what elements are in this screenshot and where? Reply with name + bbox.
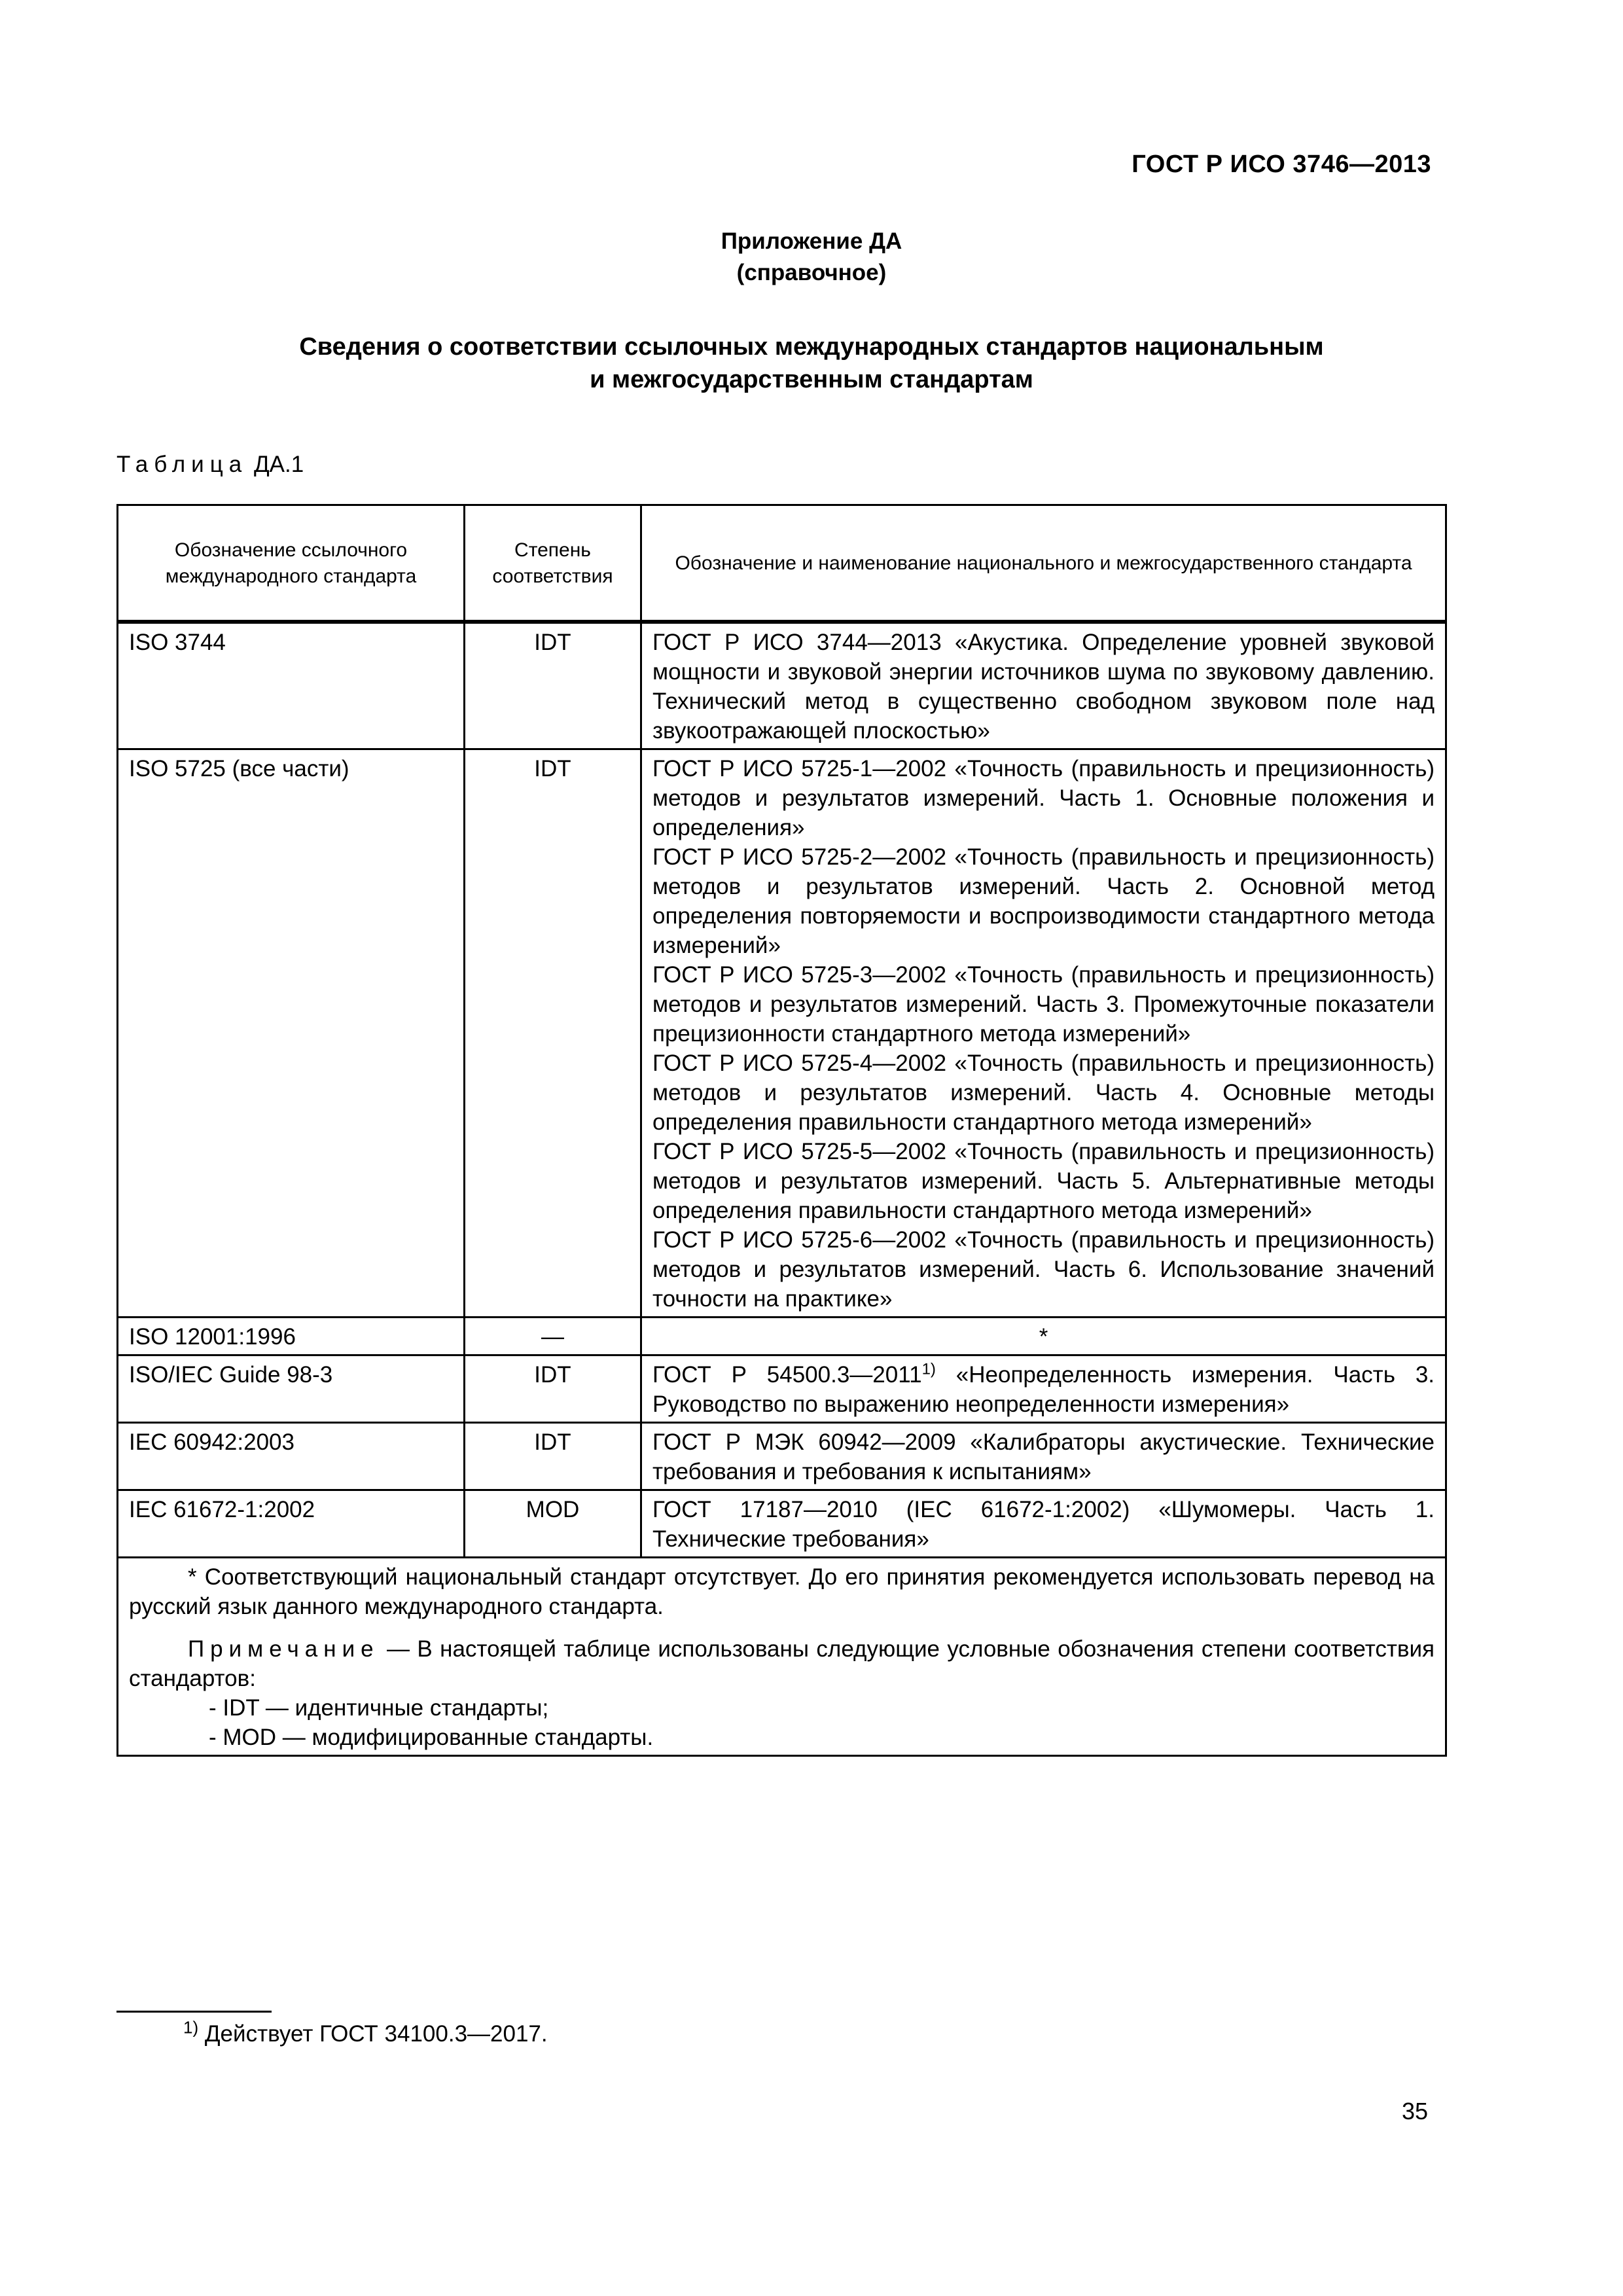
page-number: 35 [1401,2098,1428,2125]
section-title [0,331,1623,396]
table-row [118,622,1446,749]
section-title-line-1: Сведения о соответствии ссылочных международных стандартов национальным [299,333,1324,361]
reference-standard-cell: ISO/IEC Guide 98-3 [118,1355,465,1423]
table-notes-cell [118,1558,1446,1756]
degree-cell: MOD [465,1490,641,1558]
note-label: Примечание [188,1636,380,1662]
header-degree-of-correspondence: Степень соответствия [465,505,641,622]
footnote-text: Действует ГОСТ 34100.3—2017. [198,2021,548,2047]
section-title-line-2: и межгосударственным стандартам [590,366,1033,393]
reference-standard-cell: IEC 61672-1:2002 [118,1490,465,1558]
reference-standard-cell: ISO 5725 (все части) [118,749,465,1318]
note-text: — В настоящей таблице использованы следующие условные обозначения степени соответствия стандартов: [129,1636,1435,1691]
annex-subtitle: (справочное) [736,260,887,285]
national-standard-entry [652,1360,1435,1419]
degree-cell: IDT [465,1423,641,1490]
table-row [118,749,1446,1318]
table-footer-row [118,1558,1446,1756]
national-standard-entry: ГОСТ Р МЭК 60942—2009 «Калибраторы акустические. Технические требования и требования к испытаниям» [652,1429,1435,1484]
table-row [118,1490,1446,1558]
table-row [118,1423,1446,1490]
annex-heading [0,226,1623,289]
annex-title: Приложение ДА [721,228,902,254]
standards-correspondence-table [116,504,1447,1757]
national-standard-entry: ГОСТ Р ИСО 5725-5—2002 «Точность (правильность и прецизионность) методов и результатов измерений. Часть 5. Альтернативные методы определения правильности стандартного метода измерений» [652,1139,1435,1223]
degree-cell: IDT [465,622,641,749]
national-standard-entry: ГОСТ Р ИСО 5725-4—2002 «Точность (правильность и прецизионность) методов и результатов измерений. Часть 4. Основные методы определения правильности стандартного метода измерений» [652,1050,1435,1135]
footnote-separator [116,2011,272,2013]
note-list-item: - IDT — идентичные стандарты; [209,1695,549,1721]
table-caption-prefix: Таблица [116,452,248,477]
footnote-reference: 1) [921,1360,936,1378]
note-list-item: - MOD — модифицированные стандарты. [209,1725,654,1750]
document-code: ГОСТ Р ИСО 3746—2013 [1132,151,1431,178]
reference-standard-cell: ISO 12001:1996 [118,1318,465,1355]
national-standard-title: «Неопределенность измерения. Часть 3. Руководство по выражению неопределенности измерения» [652,1362,1435,1417]
national-standard-cell [641,1355,1446,1423]
table-header-row [118,505,1446,622]
national-standard-entry: ГОСТ Р ИСО 5725-1—2002 «Точность (правильность и прецизионность) методов и результатов измерений. Часть 1. Основные положения и определения» [652,756,1435,840]
header-national-standard: Обозначение и наименование национального и межгосударственного стандарта [641,505,1446,622]
national-standard-entry: ГОСТ Р ИСО 3744—2013 «Акустика. Определение уровней звуковой мощности и звуковой энергии источников шума по звуковому давлению. Технический метод в существенно свободном звуковом поле над звукоотражающей плоскостью» [652,630,1435,744]
degree-cell: — [465,1318,641,1355]
national-standard-cell: * [641,1318,1446,1355]
footnote-marker: 1) [183,2017,199,2037]
national-standard-cell [641,749,1446,1318]
header-reference-standard: Обозначение ссылочного международного стандарта [118,505,465,622]
degree-cell: IDT [465,1355,641,1423]
national-standard-entry: ГОСТ Р ИСО 5725-2—2002 «Точность (правильность и прецизионность) методов и результатов измерений. Часть 2. Основной метод определения повторяемости и воспроизводимости стандартного метода измерений» [652,844,1435,958]
table-note [129,1634,1435,1693]
reference-standard-cell: IEC 60942:2003 [118,1423,465,1490]
national-standard-entry: ГОСТ Р ИСО 5725-6—2002 «Точность (правильность и прецизионность) методов и результатов измерений. Часть 6. Использование значений точности на практике» [652,1227,1435,1312]
national-standard-designation: ГОСТ Р 54500.3—2011 [652,1362,922,1388]
table-row [118,1318,1446,1355]
national-standard-cell [641,1423,1446,1490]
national-standard-entry: ГОСТ Р ИСО 5725-3—2002 «Точность (правильность и прецизионность) методов и результатов измерений. Часть 3. Промежуточные показатели прецизионности стандартного метода измерений» [652,962,1435,1047]
national-standard-entry: ГОСТ 17187—2010 (IEC 61672-1:2002) «Шумомеры. Часть 1. Технические требования» [652,1497,1435,1552]
national-standard-cell [641,622,1446,749]
reference-standard-cell: ISO 3744 [118,622,465,749]
star-footnote: * Соответствующий национальный стандарт отсутствует. До его принятия рекомендуется использовать перевод на русский язык данного международного стандарта. [129,1564,1435,1619]
page-footnote [183,2017,548,2047]
table-row [118,1355,1446,1423]
national-standard-cell [641,1490,1446,1558]
table-caption [116,452,304,478]
degree-cell: IDT [465,749,641,1318]
table-caption-number: ДА.1 [253,452,304,477]
